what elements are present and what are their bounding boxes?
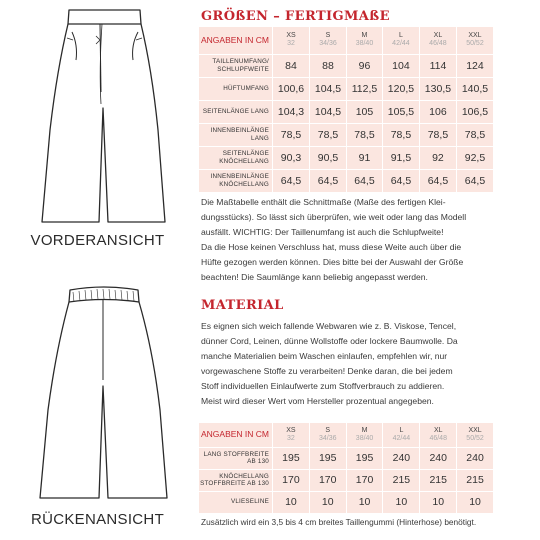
table-row: VLIESELINE 10 10 10 10 10 10 [199,491,494,513]
table-row: INNENBEINLÄNGE KNÖCHELLANG 64,5 64,5 64,5 64,5 64,5 64,5 [199,169,494,192]
table-row: SEITENLÄNGE LANG 104,3 104,5 105 105,5 106 106,5 [199,100,494,123]
size-column: L 42/44 [382,27,419,54]
front-view-label: VORDERANSICHT [30,232,165,249]
table-row: INNENBEINLÄNGE LANG 78,5 78,5 78,5 78,5 78,5 78,5 [199,123,494,146]
table-row: KNÖCHELLANG STOFFBREITE AB 130 170 170 170 215 215 215 [199,469,494,491]
size-column: XL 46/48 [420,423,457,447]
table-row: TAILLENUMFANG/ SCHLUPFWEITE 84 88 96 104 114 124 [199,54,494,77]
size-column: XXL 50/52 [457,423,494,447]
sizes-description: Die Maßtabelle enthält die Schnittmaße (Maße des fertigen Klei- dungsstücks). So lässt sich überprüfen, wie weit oder lang das Modell ausfällt. WICHTIG: Der Taillenumfang ist auch die Schlupfweite! Da die Hose keinen Verschluss hat, muss diese Weite auch über die Hüfte gezogen werden können. Dies bitte bei der Auswahl der Größe beachten! Die Saumlänge kann beliebig angepasst werden. [201,197,467,282]
table-row: SEITENLÄNGE KNÖCHELLANG 90,3 90,5 91 91,5 92 92,5 [199,146,494,169]
back-view-label: RÜCKENANSICHT [30,511,165,528]
size-column: M 38/40 [347,27,383,54]
back-pants-drawing [0,280,195,510]
front-pants-drawing [0,0,195,232]
table-row: HÜFTUMFANG 100,6 104,5 112,5 120,5 130,5 140,5 [199,77,494,100]
size-column: S 34/36 [309,423,346,447]
size-column: M 38/40 [346,423,383,447]
size-column: XXL 50/52 [456,27,493,54]
sizes-heading: GRÖßEN – FERTIGMAßE [201,9,390,24]
table-row: LANG STOFFBREITE AB 130 195 195 195 240 240 240 [199,447,494,469]
sizes-table-header-label: ANGABEN IN CM [199,27,273,54]
material-table-header-label: ANGABEN IN CM [199,423,273,447]
sizes-table [199,27,494,193]
size-column: XS 32 [273,423,310,447]
material-table [199,423,494,514]
size-column: S 34/36 [310,27,347,54]
illustration-column [0,0,195,540]
size-column: XL 46/48 [419,27,456,54]
material-description: Es eignen sich weich fallende Webwaren wie z. B. Viskose, Tencel, dünner Cord, Leinen, dünne Wollstoffe oder lockere Baumwolle. Da manche Materialien beim Waschen einlaufen, empfehlen wir, nur vorgewaschene Stoffe zu verarbeiten! Denke daran, die bei jedem Stoff individuellen Einlaufwerte zum Stoffverbrauch zu addieren. Meist wird dieser Wert vom Hersteller prozentual angegeben. [201,321,458,406]
sizes-table-header [199,27,494,54]
size-column: XS 32 [273,27,310,54]
material-note: Zusätzlich wird ein 3,5 bis 4 cm breites Taillengummi (Hinterhose) benötigt. [201,517,477,527]
material-heading: MATERIAL [201,298,284,313]
size-column: L 42/44 [383,423,420,447]
material-table-header [199,423,494,447]
